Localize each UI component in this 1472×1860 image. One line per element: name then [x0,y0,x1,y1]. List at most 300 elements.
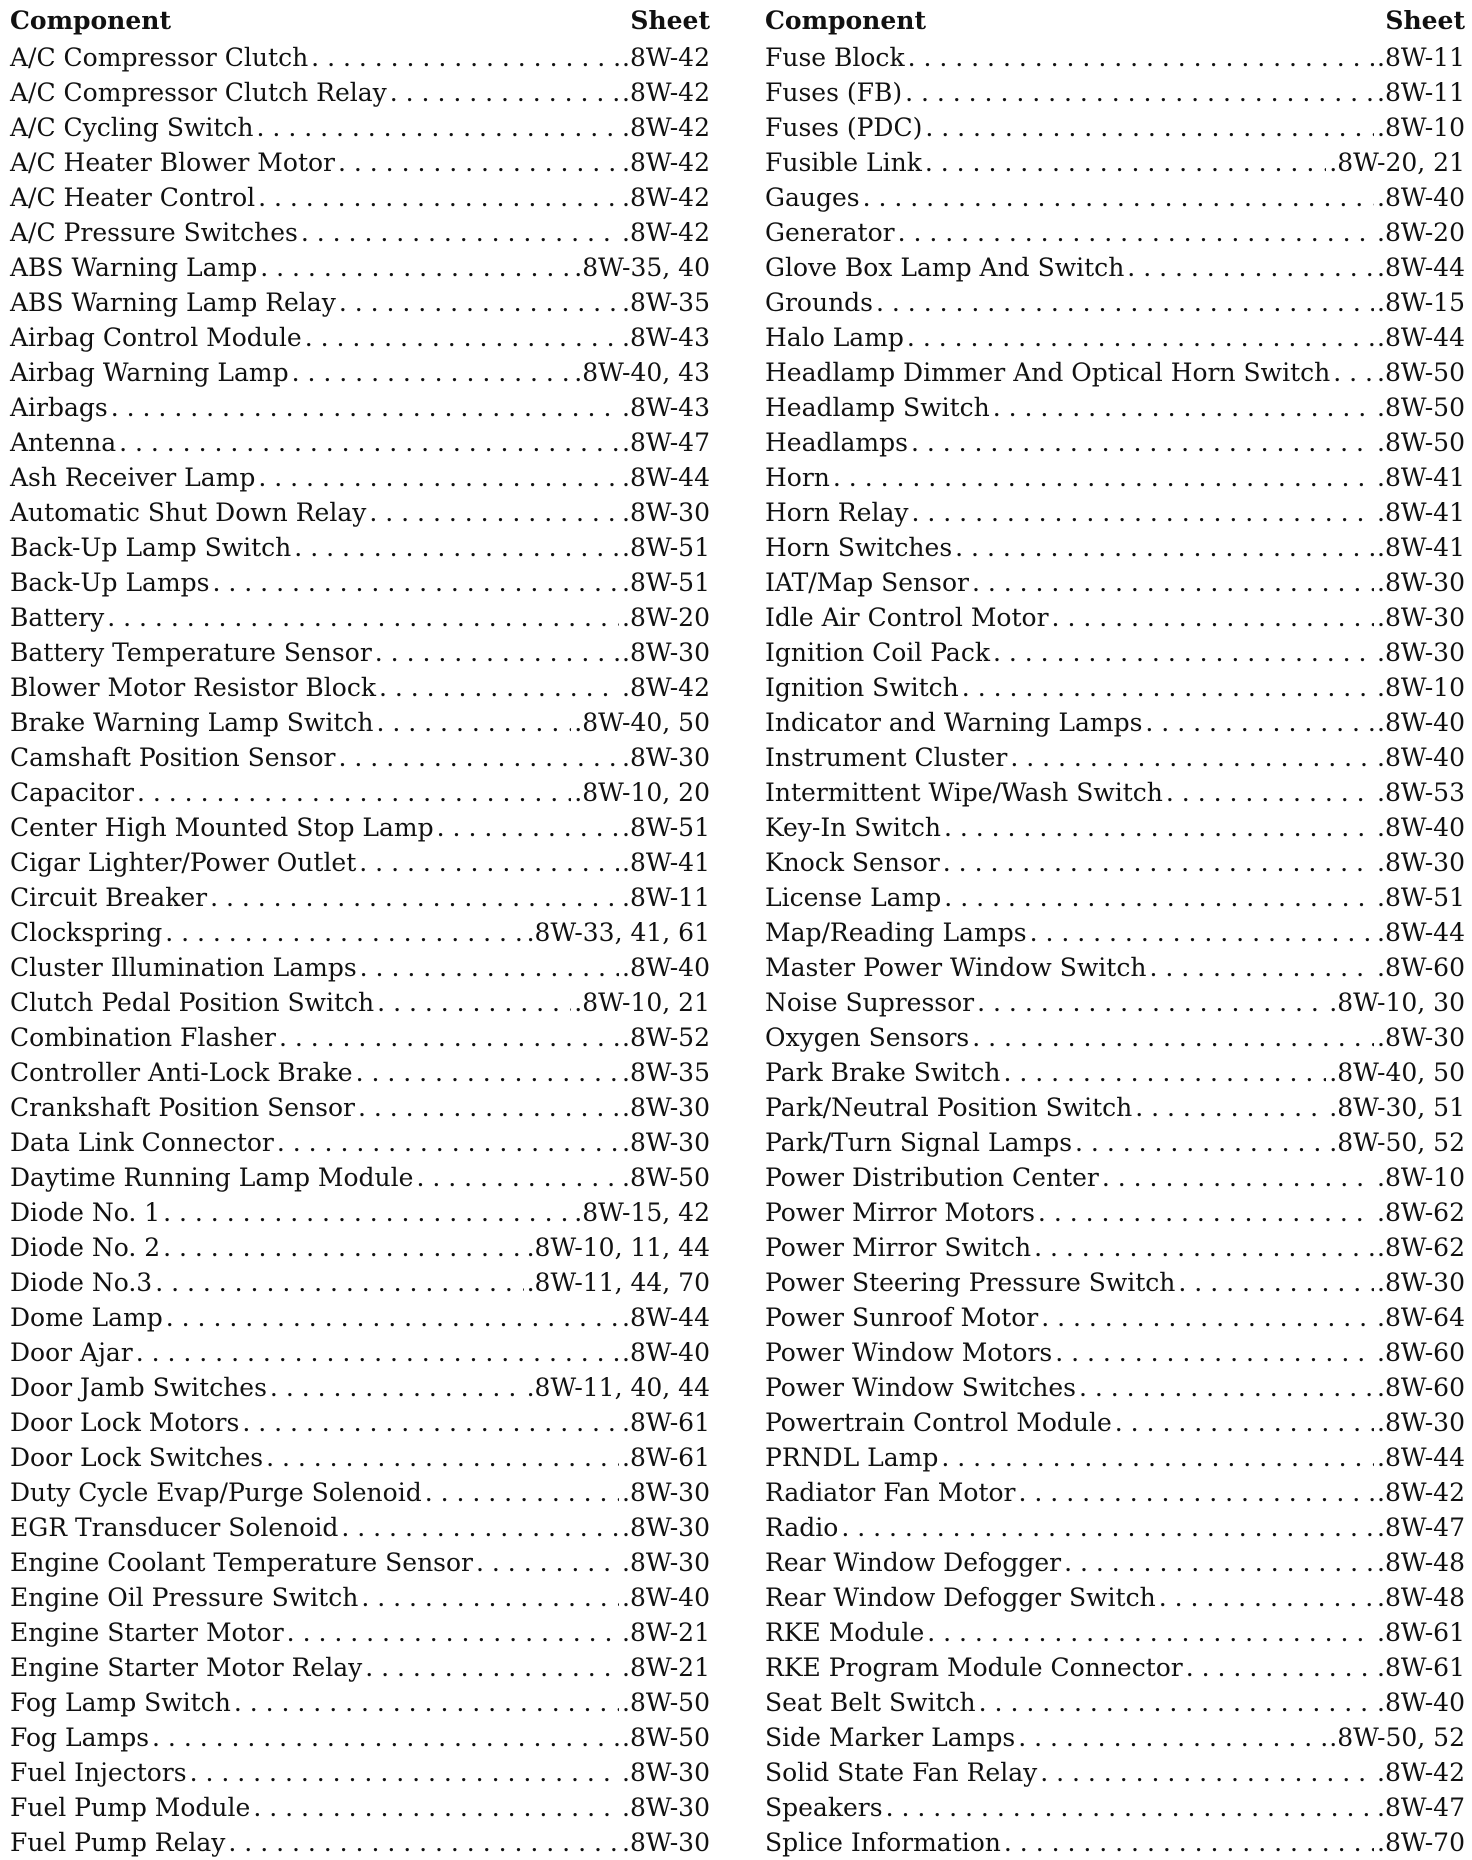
component-name: Antenna [10,428,117,457]
dot-leader [360,950,619,985]
dot-leader [972,565,1374,600]
list-item [10,180,710,215]
sheet-reference: .8W-42 [622,43,710,72]
dot-leader [1040,1755,1374,1790]
component-name: Daytime Running Lamp Module [10,1163,414,1192]
dot-leader [941,1440,1374,1475]
sheet-reference: .8W-50 [622,1723,710,1752]
list-item [765,985,1465,1020]
sheet-reference: .8W-42 [622,78,710,107]
sheet-reference: .8W-43 [622,393,710,422]
component-header: Component [765,6,926,35]
sheet-reference: .8W-30 [1377,1408,1465,1437]
component-name: Brake Warning Lamp Switch [10,708,374,737]
component-name: Engine Starter Motor [10,1618,284,1647]
list-item [10,1790,710,1825]
dot-leader [944,810,1374,845]
sheet-reference: .8W-30 [622,1758,710,1787]
sheet-reference: .8W-11 [1377,43,1465,72]
sheet-reference: .8W-30 [622,1093,710,1122]
list-item [765,950,1465,985]
sheet-reference: .8W-51 [622,533,710,562]
dot-leader [979,1685,1374,1720]
sheet-reference: .8W-21 [622,1653,710,1682]
list-item [10,740,710,775]
component-name: Clutch Pedal Position Switch [10,988,375,1017]
list-item [10,670,710,705]
sheet-reference: .8W-60 [1377,1338,1465,1367]
sheet-reference: .8W-30 [622,1478,710,1507]
dot-leader [1186,1650,1374,1685]
dot-leader [927,1615,1374,1650]
component-name: Radio [765,1513,839,1542]
list-item [765,1580,1465,1615]
list-item [10,320,710,355]
sheet-reference: .8W-35 [622,288,710,317]
list-item [765,110,1465,145]
dot-leader [1038,1195,1374,1230]
component-name: Automatic Shut Down Relay [10,498,367,527]
sheet-reference: .8W-30 [622,1828,710,1857]
component-name: Crankshaft Position Sensor [10,1093,355,1122]
dot-leader [119,425,619,460]
sheet-reference: .8W-41 [1377,498,1465,527]
list-item [10,1685,710,1720]
list-item [10,810,710,845]
dot-leader [416,1160,619,1195]
component-name: Door Ajar [10,1338,133,1367]
sheet-reference: .8W-50, 52 [1329,1723,1465,1752]
dot-leader [425,1475,619,1510]
component-name: Power Mirror Motors [765,1198,1035,1227]
sheet-reference: .8W-30 [622,1548,710,1577]
list-item [10,1405,710,1440]
sheet-reference: .8W-30 [1377,848,1465,877]
sheet-reference: .8W-40 [1377,813,1465,842]
list-item [765,1615,1465,1650]
list-item [765,1230,1465,1265]
sheet-reference: .8W-30 [1377,603,1465,632]
component-name: Ignition Coil Pack [765,638,990,667]
component-name: A/C Heater Control [10,183,256,212]
dot-leader [1166,775,1374,810]
list-item [10,1335,710,1370]
list-item [765,880,1465,915]
list-item [10,915,710,950]
component-name: Knock Sensor [765,848,940,877]
component-name: Powertrain Control Module [765,1408,1112,1437]
component-name: A/C Compressor Clutch [10,43,309,72]
sheet-reference: .8W-20 [622,603,710,632]
sheet-reference: .8W-11 [622,883,710,912]
component-name: Door Lock Motors [10,1408,240,1437]
sheet-reference: .8W-50 [1377,358,1465,387]
sheet-reference: .8W-41 [1377,533,1465,562]
component-name: Diode No.3 [10,1268,153,1297]
dot-leader [993,635,1374,670]
list-item [765,530,1465,565]
dot-leader [359,845,619,880]
component-name: Fuel Injectors [10,1758,187,1787]
list-item [765,1020,1465,1055]
sheet-header: Sheet [1385,6,1465,35]
list-item [10,495,710,530]
list-item [765,1055,1465,1090]
dot-leader [1135,1090,1326,1125]
component-name: Data Link Connector [10,1128,274,1157]
list-item [10,1090,710,1125]
sheet-reference: .8W-64 [1377,1303,1465,1332]
component-name: Controller Anti-Lock Brake [10,1058,353,1087]
dot-leader [1159,1580,1374,1615]
dot-leader [163,1230,523,1265]
component-name: Fuse Block [765,43,905,72]
dot-leader [339,285,619,320]
dot-leader [379,670,619,705]
list-item [10,1440,710,1475]
list-item [10,75,710,110]
list-item [765,1090,1465,1125]
list-item [10,1615,710,1650]
dot-leader [155,1265,523,1300]
sheet-reference: .8W-21 [622,1618,710,1647]
component-name: Fuses (PDC) [765,113,923,142]
list-item [765,495,1465,530]
sheet-reference: .8W-40, 50 [1329,1058,1465,1087]
list-item [10,1650,710,1685]
list-item [10,1125,710,1160]
dot-leader [339,740,619,775]
sheet-reference: .8W-30 [1377,1268,1465,1297]
sheet-reference: .8W-48 [1377,1583,1465,1612]
component-name: Dome Lamp [10,1303,163,1332]
dot-leader [369,495,619,530]
sheet-reference: .8W-50, 52 [1329,1128,1465,1157]
sheet-reference: .8W-30 [622,1793,710,1822]
dot-leader [253,1790,619,1825]
component-name: Gauges [765,183,860,212]
component-name: Power Window Switches [765,1373,1076,1402]
list-item [765,1440,1465,1475]
list-item [10,775,710,810]
list-item [10,1720,710,1755]
dot-leader [152,1720,619,1755]
list-item [765,1405,1465,1440]
sheet-reference: .8W-10 [1377,1163,1465,1192]
component-name: Oxygen Sensors [765,1023,970,1052]
dot-leader [305,320,619,355]
list-item [765,425,1465,460]
left-component-list [10,40,710,1860]
sheet-reference: .8W-30 [622,743,710,772]
list-item [10,1370,710,1405]
dot-leader [292,355,572,390]
list-item [10,845,710,880]
list-item [765,250,1465,285]
component-name: RKE Module [765,1618,925,1647]
list-item [765,1335,1465,1370]
dot-leader [107,600,619,635]
component-name: Back-Up Lamp Switch [10,533,292,562]
sheet-reference: .8W-30 [1377,568,1465,597]
component-name: Power Steering Pressure Switch [765,1268,1176,1297]
dot-leader [944,880,1374,915]
list-item [10,250,710,285]
list-item [10,1545,710,1580]
dot-leader [1034,1230,1374,1265]
list-item [10,40,710,75]
list-item [10,285,710,320]
sheet-reference: .8W-35, 40 [574,253,710,282]
component-name: Key-In Switch [765,813,941,842]
component-name: Fog Lamp Switch [10,1688,231,1717]
dot-leader [1079,1370,1374,1405]
dot-leader [365,1650,619,1685]
sheet-reference: .8W-41 [622,848,710,877]
sheet-reference: .8W-10 [1377,113,1465,142]
list-item [765,355,1465,390]
dot-leader [301,215,619,250]
dot-leader [1055,1335,1374,1370]
sheet-reference: .8W-20, 21 [1329,148,1465,177]
component-name: Power Window Motors [765,1338,1053,1367]
dot-leader [972,1020,1374,1055]
dot-leader [213,565,620,600]
component-name: A/C Heater Blower Motor [10,148,335,177]
sheet-reference: .8W-10, 30 [1329,988,1465,1017]
dot-leader [1075,1125,1326,1160]
component-name: Fog Lamps [10,1723,150,1752]
list-item [10,880,710,915]
sheet-reference: .8W-42 [1377,1758,1465,1787]
sheet-reference: .8W-30, 51 [1329,1093,1465,1122]
component-name: A/C Cycling Switch [10,113,254,142]
sheet-reference: .8W-30 [622,1513,710,1542]
sheet-reference: .8W-40 [1377,743,1465,772]
component-name: Engine Coolant Temperature Sensor [10,1548,474,1577]
sheet-reference: .8W-50 [622,1163,710,1192]
list-item [765,1755,1465,1790]
component-name: Generator [765,218,895,247]
component-name: Halo Lamp [765,323,904,352]
dot-leader [1010,740,1374,775]
component-name: Rear Window Defogger [765,1548,1062,1577]
list-item [10,1300,710,1335]
list-item [10,985,710,1020]
sheet-reference: .8W-11, 44, 70 [526,1268,710,1297]
component-name: Horn [765,463,830,492]
list-item [765,1300,1465,1335]
sheet-reference: .8W-42 [1377,1478,1465,1507]
component-name: Fuses (FB) [765,78,903,107]
dot-leader [137,775,571,810]
list-item [765,215,1465,250]
list-item [10,215,710,250]
sheet-reference: .8W-30 [622,498,710,527]
dot-leader [242,1405,619,1440]
sheet-reference: .8W-50 [1377,393,1465,422]
dot-leader [1102,1160,1374,1195]
column-header [10,6,710,36]
dot-leader [886,1790,1374,1825]
dot-leader [260,250,571,285]
list-item [765,810,1465,845]
dot-leader [277,1125,619,1160]
component-name: Power Mirror Switch [765,1233,1032,1262]
list-item [765,285,1465,320]
dot-leader [1333,355,1374,390]
list-item [765,1160,1465,1195]
component-name: Indicator and Warning Lamps [765,708,1143,737]
dot-leader [1149,950,1374,985]
list-item [10,145,710,180]
component-name: Radiator Fan Motor [765,1478,1016,1507]
list-item [10,530,710,565]
list-item [10,1475,710,1510]
list-item [10,110,710,145]
list-item [765,740,1465,775]
dot-leader [905,75,1374,110]
list-item [10,950,710,985]
dot-leader [287,1615,619,1650]
component-name: Headlamps [765,428,908,457]
sheet-reference: .8W-62 [1377,1198,1465,1227]
sheet-reference: .8W-10, 21 [574,988,710,1017]
dot-leader [833,460,1374,495]
component-name: Clockspring [10,918,163,947]
sheet-reference: .8W-61 [622,1443,710,1472]
dot-leader [925,110,1374,145]
sheet-reference: .8W-44 [1377,1443,1465,1472]
list-item [10,1230,710,1265]
component-name: Ignition Switch [765,673,959,702]
dot-leader [1064,1545,1374,1580]
dot-leader [962,670,1374,705]
dot-leader [257,110,619,145]
component-name: Cluster Illumination Lamps [10,953,357,982]
dot-leader [1003,1055,1326,1090]
component-name: Glove Box Lamp And Switch [765,253,1125,282]
dot-leader [907,320,1374,355]
sheet-reference: .8W-40 [1377,183,1465,212]
component-name: Airbag Warning Lamp [10,358,289,387]
sheet-reference: .8W-42 [622,113,710,142]
component-name: Horn Relay [765,498,909,527]
dot-leader [166,1300,619,1335]
list-item [765,40,1465,75]
component-name: Instrument Cluster [765,743,1008,772]
component-name: Side Marker Lamps [765,1723,1016,1752]
component-name: Back-Up Lamps [10,568,210,597]
dot-leader [361,1580,619,1615]
component-name: Camshaft Position Sensor [10,743,336,772]
list-item [10,1755,710,1790]
list-item [765,1685,1465,1720]
component-name: A/C Pressure Switches [10,218,298,247]
sheet-reference: .8W-11 [1377,78,1465,107]
list-item [10,390,710,425]
list-item [10,1160,710,1195]
sheet-reference: .8W-20 [1377,218,1465,247]
list-item [10,460,710,495]
list-item [10,1265,710,1300]
list-item [10,355,710,390]
sheet-reference: .8W-50 [1377,428,1465,457]
component-name: ABS Warning Lamp Relay [10,288,336,317]
sheet-reference: .8W-40 [1377,1688,1465,1717]
dot-leader [165,915,523,950]
dot-leader [863,180,1374,215]
dot-leader [270,1370,524,1405]
sheet-reference: .8W-10 [1377,673,1465,702]
sheet-reference: .8W-41 [1377,463,1465,492]
dot-leader [390,75,619,110]
component-name: Grounds [765,288,874,317]
list-item [765,600,1465,635]
sheet-reference: .8W-40, 50 [574,708,710,737]
component-name: Park/Neutral Position Switch [765,1093,1133,1122]
sheet-reference: .8W-15 [1377,288,1465,317]
component-name: Master Power Window Switch [765,953,1147,982]
dot-leader [911,425,1374,460]
component-name: Airbag Control Module [10,323,302,352]
component-name: Noise Supressor [765,988,975,1017]
component-name: Circuit Breaker [10,883,208,912]
list-item [765,775,1465,810]
component-name: Center High Mounted Stop Lamp [10,813,434,842]
component-name: Fusible Link [765,148,922,177]
component-name: License Lamp [765,883,942,912]
list-item [765,1720,1465,1755]
component-name: RKE Program Module Connector [765,1653,1183,1682]
sheet-reference: .8W-62 [1377,1233,1465,1262]
component-name: Seat Belt Switch [765,1688,976,1717]
dot-leader [977,985,1326,1020]
dot-leader [876,285,1374,320]
dot-leader [1178,1265,1374,1300]
sheet-reference: .8W-52 [622,1023,710,1052]
dot-leader [1145,705,1374,740]
list-item [10,1055,710,1090]
list-item [765,1125,1465,1160]
component-name: Capacitor [10,778,134,807]
component-header: Component [10,6,171,35]
dot-leader [1115,1405,1374,1440]
dot-leader [375,635,619,670]
component-name: Rear Window Defogger Switch [765,1583,1156,1612]
list-item [765,390,1465,425]
component-name: Diode No. 2 [10,1233,161,1262]
list-item [10,1020,710,1055]
sheet-reference: .8W-40 [622,1583,710,1612]
sheet-reference: .8W-30 [1377,1023,1465,1052]
sheet-reference: .8W-15, 42 [574,1198,710,1227]
dot-leader [377,985,571,1020]
component-name: Solid State Fan Relay [765,1758,1038,1787]
component-name: Airbags [10,393,108,422]
component-name: Fuel Pump Relay [10,1828,226,1857]
sheet-reference: .8W-50 [622,1688,710,1717]
dot-leader [841,1510,1374,1545]
dot-leader [210,880,619,915]
dot-leader [1041,1300,1374,1335]
list-item [765,320,1465,355]
list-item [765,75,1465,110]
list-item [10,1580,710,1615]
sheet-reference: .8W-47 [1377,1513,1465,1542]
component-name: Blower Motor Resistor Block [10,673,376,702]
list-item [765,1825,1465,1860]
